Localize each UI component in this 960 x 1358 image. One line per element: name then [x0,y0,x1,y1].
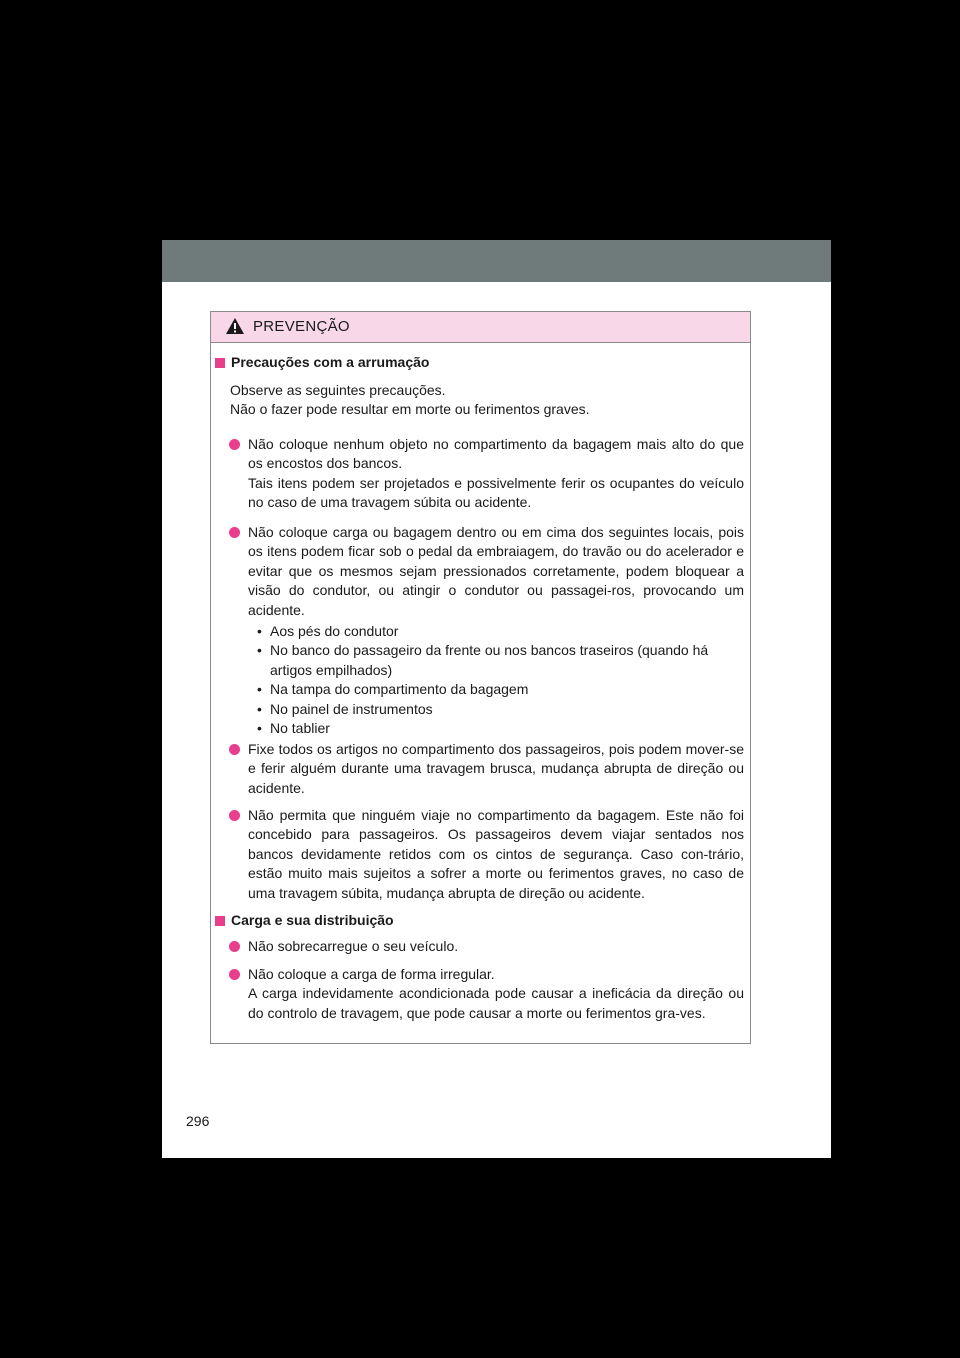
list-item: • No painel de instrumentos [257,700,433,717]
warning-triangle-icon [225,317,245,335]
list-item: Não permita que ninguém viaje no compartimento da bagagem. Este não foi concebido para passageiros. Os passageiros devem viajar sentados nos bancos devidamente retidos com os cintos de segurança. Caso con-trário, estão muito mais sujeitos a sofrer a morte ou ferimentos graves, no caso de uma travagem súbita, mudança abrupta de direção ou acidente. [229,806,744,903]
page-number: 296 [186,1113,210,1129]
list-item: Não sobrecarregue o seu veículo. [229,937,744,956]
circle-bullet-icon [229,439,240,450]
list-item: Não coloque nenhum objeto no compartimento da bagagem mais alto do que os encostos dos bancos. Tais itens podem ser projetados e possivelmente ferir os ocupantes do veículo no caso de uma travagem súbita ou acidente. [229,435,744,513]
square-bullet-icon [215,916,225,926]
circle-bullet-icon [229,744,240,755]
list-item: • No tablier [257,720,330,737]
list-item: Não coloque a carga de forma irregular. A carga indevidamente acondicionada pode causar a ineficácia da direção ou do controlo de travagem, que pode causar a morte ou ferimentos gra-ves. [229,965,744,1023]
circle-bullet-icon [229,941,240,952]
warning-title: PREVENÇÃO [253,318,350,335]
circle-bullet-icon [229,969,240,980]
page-header-bar [162,240,831,284]
section-heading-load: Carga e sua distribuição [215,911,394,930]
warning-header [211,312,750,343]
section-heading-storage: Precauções com a arrumação [215,353,429,372]
warning-box [210,311,751,1044]
location-list [257,622,737,738]
circle-bullet-icon [229,810,240,821]
list-item: Fixe todos os artigos no compartimento dos passageiros, pois podem mover-se e ferir alguém durante uma travagem brusca, mudança abrupta de direção ou acidente. [229,740,744,798]
manual-page [162,240,831,1158]
circle-bullet-icon [229,527,240,538]
list-item: • No banco do passageiro da frente ou nos bancos traseiros (quando há artigos empilhados) [257,642,709,678]
list-item: • Aos pés do condutor [257,623,399,639]
list-item: • Na tampa do compartimento da bagagem [257,681,529,698]
square-bullet-icon [215,358,225,368]
intro-paragraph: Observe as seguintes precauções. Não o fazer pode resultar em morte ou ferimentos graves. [230,382,590,418]
list-item: Não coloque carga ou bagagem dentro ou em cima dos seguintes locais, pois os itens podem ficar sob o pedal da embraiagem, do travão ou do acelerador e evitar que os mesmos sejam pressionados corretamente, podem bloquear a visão do condutor, ou atingir o condutor ou passagei-ros, provocando um acidente. [229,523,744,620]
